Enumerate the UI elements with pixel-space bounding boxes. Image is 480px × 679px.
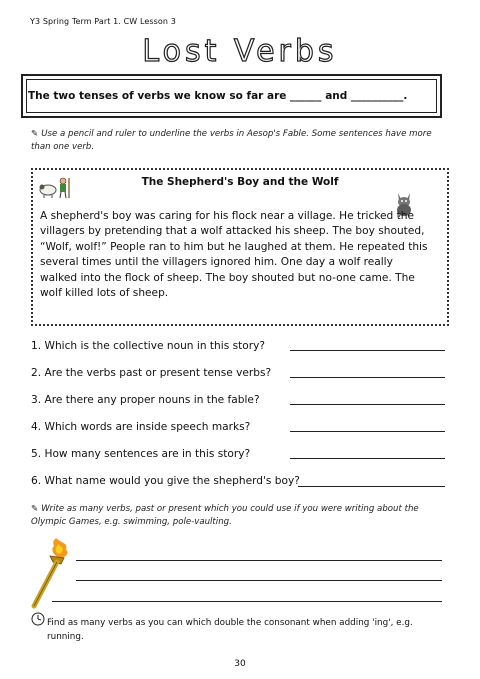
instruction-underline-verbs [31, 128, 443, 154]
tense-question: The two tenses of verbs we know so far are ______ and __________. [28, 90, 408, 102]
page-header: Y3 Spring Term Part 1. CW Lesson 3 [30, 17, 176, 26]
question-3: 3. Are there any proper nouns in the fable? [31, 394, 260, 406]
instruction-text: Write as many verbs, past or present which you could use if you were writing about the Olympic Games, e.g. swimming, pole-vaulting. [31, 504, 419, 527]
page-number: 30 [234, 659, 246, 669]
answer-line-3[interactable] [290, 404, 445, 405]
question-2: 2. Are the verbs past or present tense verbs? [31, 367, 272, 379]
page-title: Lost Verbs [142, 34, 338, 69]
answer-line-4[interactable] [290, 431, 445, 432]
answer-line-8[interactable] [76, 580, 442, 581]
instruction-double-consonant: Find as many verbs as you can which double the consonant when adding 'ing', e.g. running. [47, 618, 413, 642]
answer-line-2[interactable] [290, 377, 445, 378]
olympic-torch-icon [28, 536, 72, 610]
pencil-icon: ✎ [31, 129, 39, 139]
fable-title: The Shepherd's Boy and the Wolf [141, 176, 339, 188]
answer-line-7[interactable] [76, 560, 442, 561]
question-1: 1. Which is the collective noun in this story? [31, 340, 265, 352]
answer-line-6[interactable] [298, 486, 445, 487]
answer-line-9[interactable] [52, 601, 442, 602]
question-4: 4. Which words are inside speech marks? [31, 421, 251, 433]
fable-text: A shepherd's boy was caring for his flock near a village. He tricked the villagers by pretending that a wolf attacked his sheep. The boy shouted, “Wolf, wolf!” People ran to him but he laughed at them. He repeated this several times until the villagers ignored him. One day a wolf really walked into the flock of sheep. The boy shouted but no-one came. The wolf killed lots of sheep. [40, 210, 428, 300]
answer-line-5[interactable] [290, 458, 445, 459]
question-6: 6. What name would you give the shepherd's boy? [31, 475, 300, 487]
answer-line-1[interactable] [290, 350, 445, 351]
clock-icon [31, 612, 45, 626]
instruction-olympic-verbs [31, 503, 443, 529]
instruction-text: Use a pencil and ruler to underline the verbs in Aesop's Fable. Some sentences have more than one verb. [31, 129, 432, 152]
question-5: 5. How many sentences are in this story? [31, 448, 251, 460]
pencil-icon: ✎ [31, 504, 39, 514]
